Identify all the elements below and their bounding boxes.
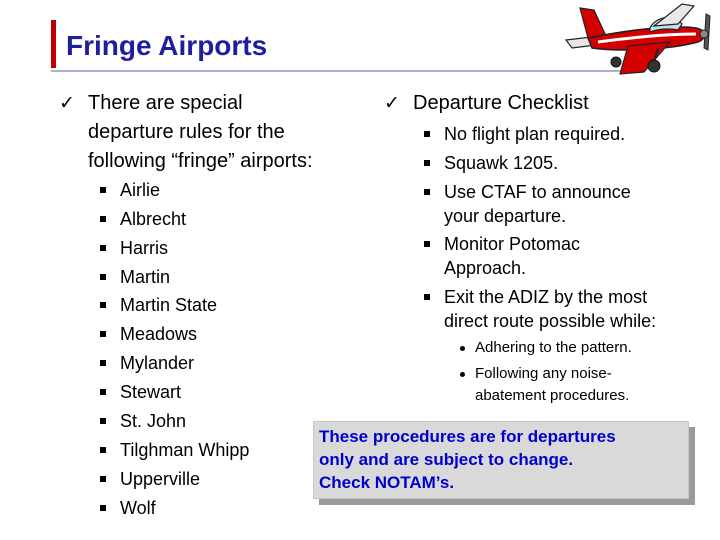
airport-item: Wolf [120,498,156,518]
checklist-item-cont: your departure. [444,206,567,226]
sub-item-cont: abatement procedures. [475,387,630,404]
square-bullet-icon [100,447,106,453]
square-bullet-icon [100,476,106,482]
callout-line: Check NOTAM’s. [319,473,455,492]
square-bullet-icon [100,187,106,193]
right-heading: Departure Checklist [413,92,589,114]
airplane-clipart [558,2,718,82]
airport-item: Martin State [120,295,218,315]
square-bullet-icon [100,245,106,251]
round-bullet-icon [460,372,465,377]
title-underline [51,70,641,72]
notice-callout [313,421,689,499]
square-bullet-icon [100,389,106,395]
square-bullet-icon [100,302,106,308]
airport-item: Meadows [120,324,198,344]
square-bullet-icon [424,160,430,166]
left-heading-line: There are special [88,92,243,114]
square-bullet-icon [100,331,106,337]
airport-item: Harris [120,238,168,258]
square-bullet-icon [424,189,430,195]
callout-line: only and are subject to change. [319,450,574,469]
checklist-item: No flight plan required. [444,124,626,144]
square-bullet-icon [100,274,106,280]
airport-item: St. John [120,411,187,431]
airport-item: Tilghman Whipp [120,440,250,460]
airport-item: Martin [120,267,171,287]
check-icon: ✓ [384,92,400,114]
square-bullet-icon [100,216,106,222]
square-bullet-icon [424,241,430,247]
checklist-item: Monitor Potomac [444,234,581,254]
square-bullet-icon [100,418,106,424]
airport-item: Albrecht [120,209,187,229]
airport-item: Airlie [120,180,161,200]
airport-item: Mylander [120,353,195,373]
left-heading-line: following “fringe” airports: [88,150,313,172]
title-accent-bar [51,20,56,68]
sub-item: Adhering to the pattern. [475,339,632,356]
airport-item: Stewart [120,382,182,402]
left-heading-line: departure rules for the [88,121,285,143]
square-bullet-icon [424,294,430,300]
square-bullet-icon [424,131,430,137]
checklist-item-cont: Approach. [444,258,527,278]
airport-item: Upperville [120,469,201,489]
check-icon: ✓ [59,92,75,114]
slide-title: Fringe Airports [66,30,268,61]
square-bullet-icon [100,360,106,366]
callout-line: These procedures are for departures [319,427,616,446]
square-bullet-icon [100,505,106,511]
round-bullet-icon [460,346,465,351]
checklist-item-cont: direct route possible while: [444,311,657,331]
checklist-item: Squawk 1205. [444,153,559,173]
checklist-item: Use CTAF to announce [444,182,631,202]
checklist-item: Exit the ADIZ by the most [444,287,648,307]
sub-item: Following any noise- [475,365,612,382]
